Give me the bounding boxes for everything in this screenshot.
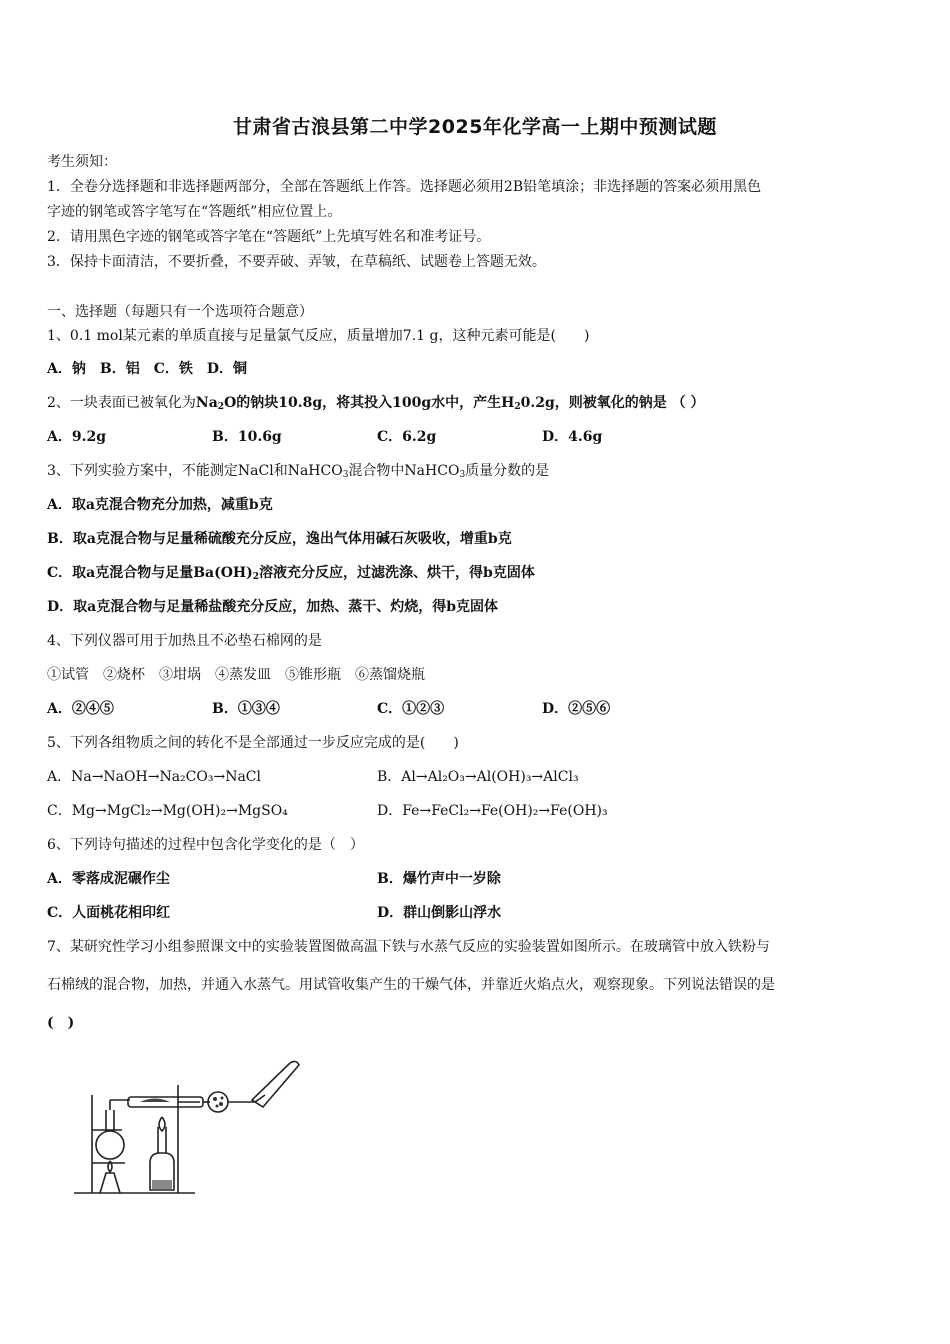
notice-item-3: 3．保持卡面清洁，不要折叠，不要弄破、弄皱，在草稿纸、试题卷上答题无效。 xyxy=(47,254,546,270)
question-3-stem: 3、下列实验方案中，不能测定NaCl和NaHCO$_3$混合物中NaHCO$_3$质量分数的是 xyxy=(47,463,550,480)
question-1-stem: 1、0.1 mol某元素的单质直接与足量氯气反应，质量增加7.1 g，这种元素可能是( ) xyxy=(47,328,590,344)
question-5-option-d: D．Fe→FeCl₂→Fe(OH)₂→Fe(OH)₃ xyxy=(377,803,608,819)
question-4-items: ①试管 ②烧杯 ③坩埚 ④蒸发皿 ⑤锥形瓶 ⑥蒸馏烧瓶 xyxy=(47,667,425,683)
page-title: 甘肃省古浪县第二中学2025年化学高一上期中预测试题 xyxy=(233,116,717,138)
question-7-stem-line-1: 7、某研究性学习小组参照课文中的实验装置图做高温下铁与水蒸气反应的实验装置如图所示。在玻璃管中放入铁粉与 xyxy=(47,939,770,955)
question-7-stem-line-2: 石棉绒的混合物，加热，并通入水蒸气。用试管收集产生的干燥气体，并靠近火焰点火，观察现象。下列说法错误的是 xyxy=(47,977,775,993)
question-2-option-d: D．4.6g xyxy=(542,429,603,445)
question-5-stem: 5、下列各组物质之间的转化不是全部通过一步反应完成的是( ) xyxy=(47,735,459,751)
question-2-option-c: C．6.2g xyxy=(377,429,437,445)
question-6-stem: 6、下列诗句描述的过程中包含化学变化的是（ ） xyxy=(47,837,364,853)
question-6-option-a: A．零落成泥碾作尘 xyxy=(47,871,170,887)
question-2-option-a: A．9.2g xyxy=(47,429,107,445)
notice-item-1-cont: 字迹的钢笔或答字笔写在“答题纸”相应位置上。 xyxy=(47,204,342,220)
section-heading: 一、选择题（每题只有一个选项符合题意） xyxy=(47,304,313,320)
question-5-option-c: C．Mg→MgCl₂→Mg(OH)₂→MgSO₄ xyxy=(47,803,288,819)
notice-heading: 考生须知： xyxy=(47,154,117,170)
question-5-option-a: A．Na→NaOH→Na₂CO₃→NaCl xyxy=(47,769,261,785)
question-5-option-b: B．Al→Al₂O₃→Al(OH)₃→AlCl₃ xyxy=(377,769,579,785)
notice-item-2: 2．请用黑色字迹的钢笔或答字笔在“答题纸”上先填写姓名和准考证号。 xyxy=(47,229,491,245)
question-1-options: A．钠 B．铝 C．铁 D．铜 xyxy=(47,361,247,377)
question-4-option-d: D．②⑤⑥ xyxy=(542,701,611,717)
question-4-option-c: C．①②③ xyxy=(377,701,445,717)
notice-item-1: 1．全卷分选择题和非选择题两部分，全部在答题纸上作答。选择题必须用2B铅笔填涂；非选择题的答案必须用黑色 xyxy=(47,179,762,195)
question-7-stem-line-3: ( ) xyxy=(47,1015,75,1031)
question-6-option-b: B．爆竹声中一岁除 xyxy=(377,871,501,887)
lab-apparatus-icon xyxy=(70,1055,310,1200)
question-4-option-b: B．①③④ xyxy=(212,701,280,717)
question-2-stem: 2、一块表面已被氧化为$Na_2O$的钠块10.8g，将其投入100g水中，产生$H_20.2g$，则被氧化的钠是 （ ） xyxy=(47,395,705,412)
question-3-option-b: B．取a克混合物与足量稀硫酸充分反应，逸出气体用碱石灰吸收，增重b克 xyxy=(47,531,512,547)
question-3-option-d: D．取a克混合物与足量稀盐酸充分反应，加热、蒸干、灼烧，得b克固体 xyxy=(47,599,498,615)
question-6-option-d: D．群山倒影山浮水 xyxy=(377,905,502,921)
question-4-stem: 4、下列仪器可用于加热且不必垫石棉网的是 xyxy=(47,633,322,649)
question-4-option-a: A．②④⑤ xyxy=(47,701,114,717)
question-2-option-b: B．10.6g xyxy=(212,429,282,445)
question-3-option-c: C．取a克混合物与足量$Ba(OH)_2$溶液充分反应，过滤洗涤、烘干，得b克固体 xyxy=(47,565,535,582)
question-6-option-c: C．人面桃花相印红 xyxy=(47,905,171,921)
question-3-option-a: A．取a克混合物充分加热，减重b克 xyxy=(47,497,273,513)
